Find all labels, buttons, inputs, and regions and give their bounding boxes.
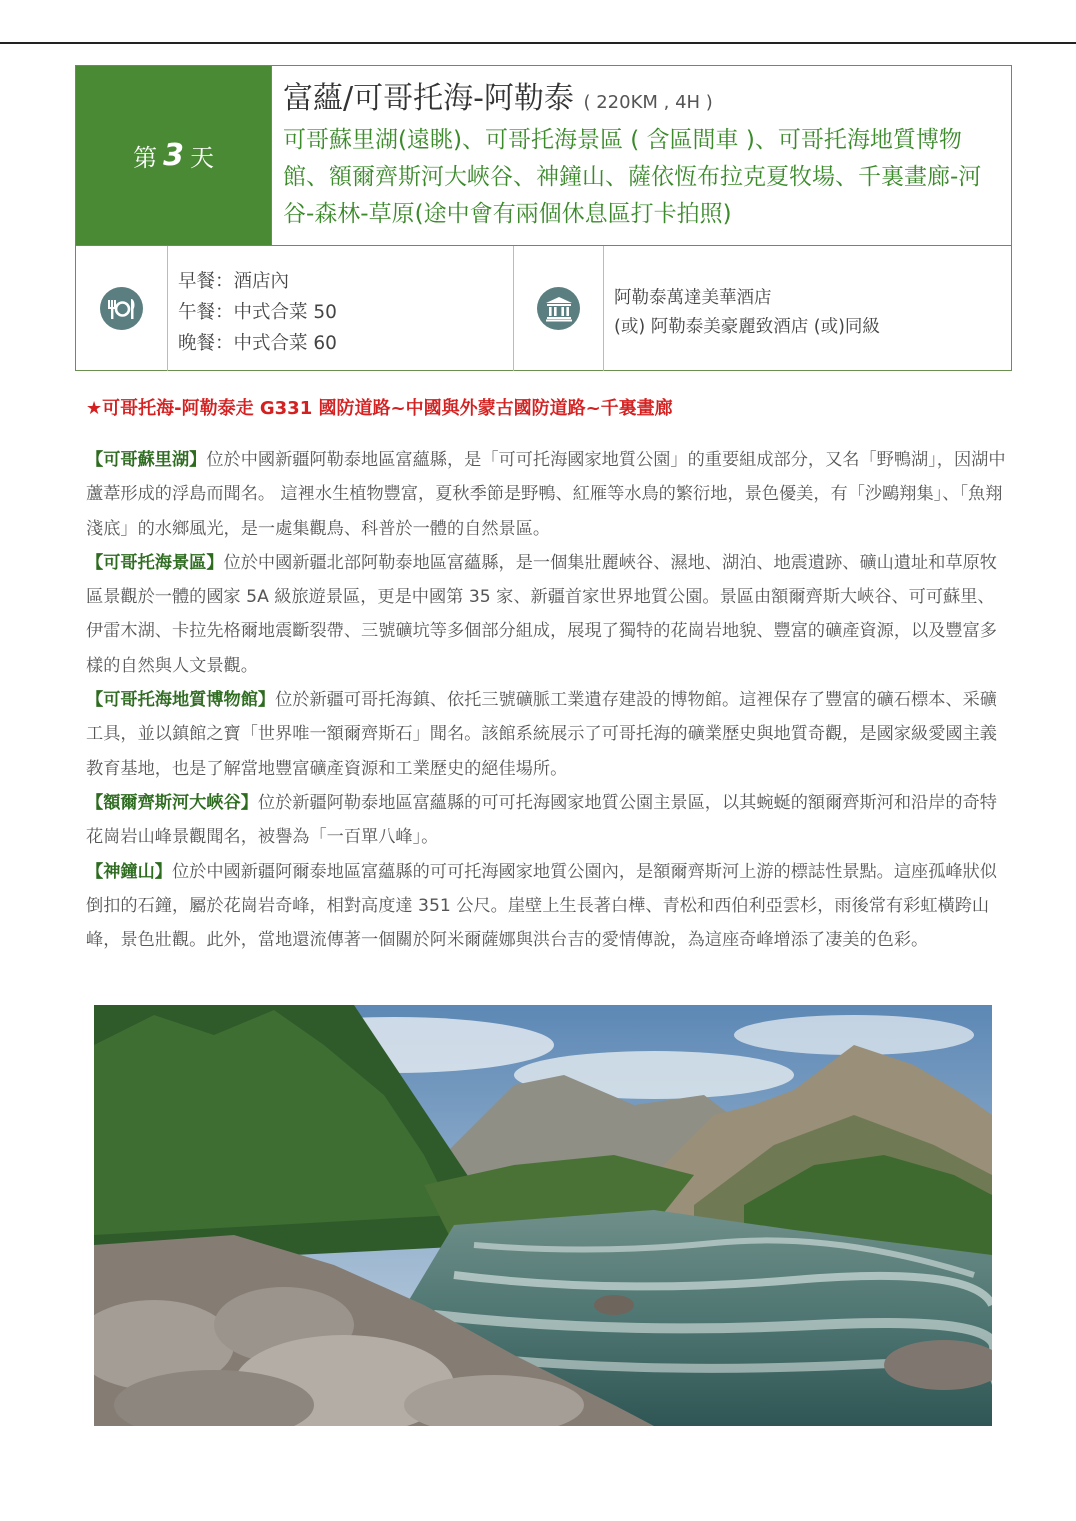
breakfast-text: 早餐：酒店內	[178, 271, 290, 292]
paragraph-heading: 【神鐘山】	[86, 861, 172, 882]
day-number: 3	[163, 138, 184, 173]
paragraph-text: 位於新疆可哥托海鎮、依托三號礦脈工業遺存建設的博物館。這裡保存了豐富的礦石標本、采礦工具，並以鎮館之寶「世界唯一額爾齊斯石」聞名。該館系統展示了可哥托海的礦業歷史與地質奇觀，是國家級愛國主義教育基地，也是了解當地豐富礦產資源和工業歷史的絕佳場所。	[86, 690, 997, 779]
meal-icon-cell	[76, 246, 168, 371]
hotel-icon-cell	[514, 246, 604, 371]
paragraph-heading: 【額爾齊斯河大峽谷】	[86, 792, 258, 813]
paragraph-keketuohai-scenic	[86, 546, 1006, 683]
day-label	[76, 66, 272, 245]
paragraph-heading: 【可哥托海景區】	[86, 552, 224, 573]
river-landscape-photo	[94, 1005, 992, 1426]
lunch-text: 午餐：中式合菜 50	[178, 302, 337, 323]
route-spots: 可哥蘇里湖(遠眺)、可哥托海景區 ( 含區間車 )、可哥托海地質博物館、額爾齊斯河大峽谷、神鐘山、薩依恆布拉克夏牧場、千裏畫廊-河谷-森林-草原(途中會有兩個休息區打卡拍照)	[283, 127, 982, 227]
route-distance-time: ( 220KM , 4H )	[583, 92, 713, 113]
hotel-info	[604, 246, 1011, 371]
meal-hotel-row	[76, 245, 1011, 371]
attraction-descriptions	[86, 443, 1006, 957]
route-highlight: ★可哥托海-阿勒泰走 G331 國防道路~中國與外蒙古國防道路~千裏畫廊	[86, 398, 673, 419]
utensils-icon	[100, 287, 143, 330]
paragraph-text: 位於中國新疆北部阿勒泰地區富蘊縣，是一個集壯麗峽谷、濕地、湖泊、地震遺跡、礦山遺址和草原牧區景觀於一體的國家 5A 級旅遊景區，更是中國第 35 家、新疆首家世界地質公園。景區由額爾齊斯大峽谷、可可蘇里、伊雷木湖、卡拉先格爾地震斷裂帶、三號礦坑等多個部分組成，展現了獨特的花崗岩地貌、豐富的礦產資源，以及豐富多樣的自然與人文景觀。	[86, 552, 997, 676]
paragraph-irtysh-canyon	[86, 786, 1006, 855]
hotel-line-2: (或) 阿勒泰美豪麗致酒店 (或)同級	[614, 317, 880, 337]
day-prefix: 第	[133, 144, 158, 172]
itinerary-day-table	[75, 65, 1012, 371]
hotel-building-icon	[537, 287, 580, 330]
meal-info	[168, 246, 514, 371]
paragraph-heading: 【可哥蘇里湖】	[86, 450, 207, 470]
paragraph-heading: 【可哥托海地質博物館】	[86, 690, 276, 711]
route-cell	[272, 66, 1011, 245]
dinner-text: 晚餐：中式合菜 60	[178, 333, 337, 354]
paragraph-text: 位於中國新疆阿勒泰地區富蘊縣，是「可可托海國家地質公園」的重要組成部分，又名「野鴨湖」，因湖中蘆葦形成的浮島而聞名。 這裡水生植物豐富，夏秋季節是野鴨、紅雁等水鳥的繁衍地，景色優美，有「沙鷗翔集」、「魚翔淺底」的水鄉風光，是一處集觀鳥、科普於一體的自然景區。	[86, 450, 1006, 539]
paragraph-geology-museum	[86, 683, 1006, 786]
day-suffix: 天	[189, 144, 214, 172]
paragraph-text: 位於中國新疆阿爾泰地區富蘊縣的可可托海國家地質公園內，是額爾齊斯河上游的標誌性景點。這座孤峰狀似倒扣的石鐘，屬於花崗岩奇峰，相對高度達 351 公尺。崖壁上生長著白樺、青松和西伯利亞雲杉，雨後常有彩虹橫跨山峰，景色壯觀。此外，當地還流傳著一個關於阿米爾薩娜與洪台吉的愛情傳說，為這座奇峰增添了凄美的色彩。	[86, 861, 997, 951]
route-title-text: 富蘊/可哥托海-阿勒泰	[283, 81, 574, 116]
paragraph-kekesuli-lake	[86, 443, 1006, 546]
paragraph-text: 位於新疆阿勒泰地區富蘊縣的可可托海國家地質公園主景區，以其蜿蜒的額爾齊斯河和沿岸的奇特花崗岩山峰景觀聞名，被譽為「一百單八峰」。	[86, 792, 997, 848]
top-rule	[0, 42, 1076, 44]
route-title	[283, 80, 1001, 122]
paragraph-shenzhong-mountain	[86, 855, 1006, 958]
hotel-line-1: 阿勒泰萬達美華酒店	[614, 288, 772, 308]
